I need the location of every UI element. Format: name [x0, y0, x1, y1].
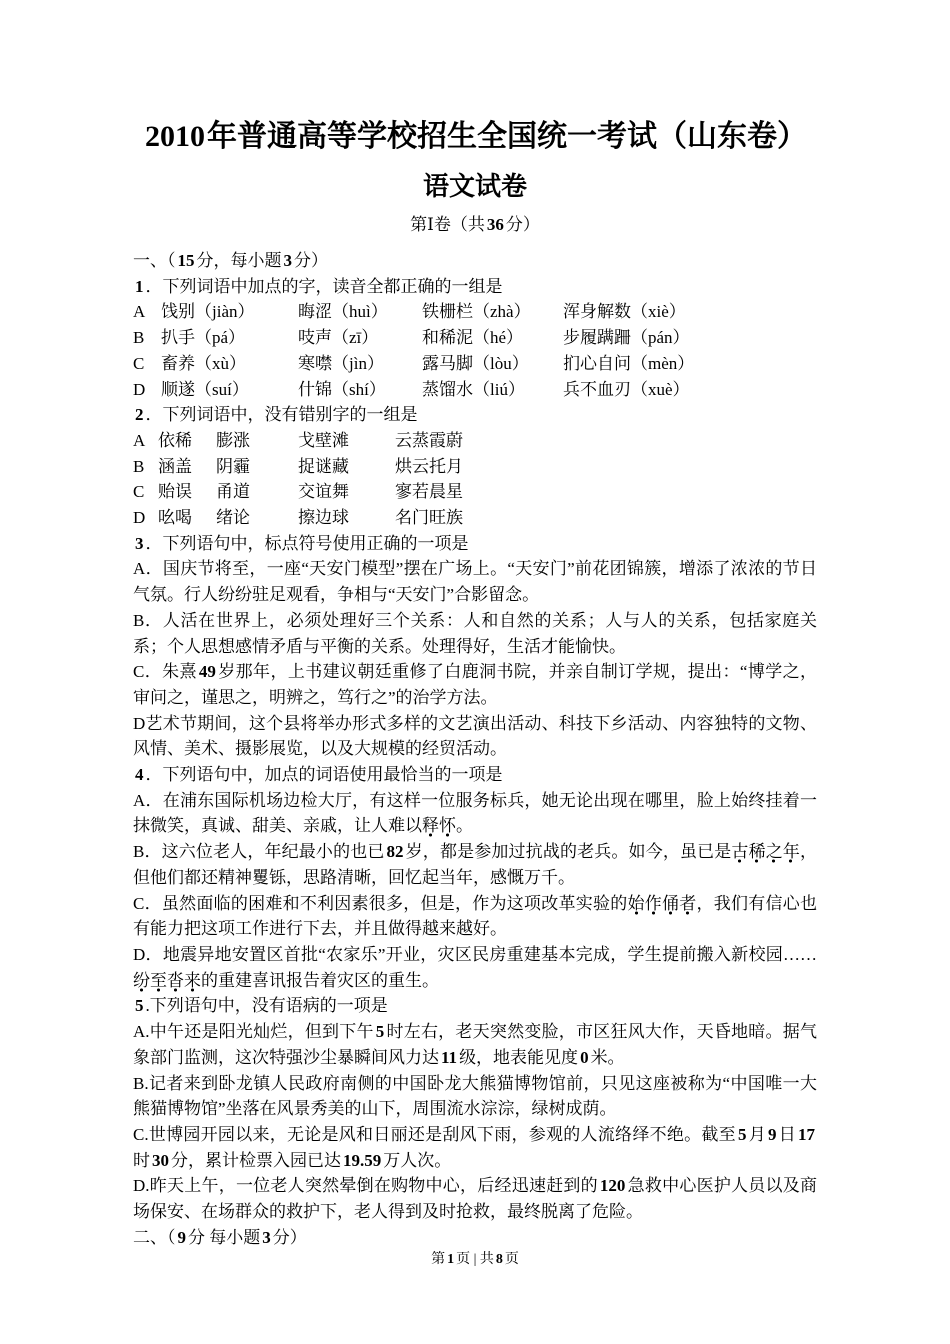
option-item: 顺遂（suí） [161, 379, 249, 399]
paragraph [133, 1071, 817, 1122]
option-letter: C [133, 482, 145, 502]
option-row [133, 505, 817, 531]
paragraph [133, 608, 817, 659]
text-segment: 1 ．下列词语中加点的字，读音全都正确的一组是 [135, 276, 503, 296]
text-segment: 二、（ 9 分 每小题 3 分） [133, 1227, 307, 1247]
text-segment: B．这六位老人，年纪最小的也已 82 岁，都是参加过抗战的老兵。如今，虽已是 [133, 842, 732, 862]
text-segment: C．朱熹 49 岁那年，上书建议朝廷重修了白鹿洞书院，并亲自制订学规，提出：“博学之，审问之，谨思之，明辨之，笃行之”的治学方法。 [133, 662, 817, 707]
option-item: 戈壁滩 [298, 430, 349, 450]
option-letter: B [133, 328, 145, 348]
emphasized-phrase: 释怀 [422, 816, 456, 836]
text-segment: A．在浦东国际机场边检大厅，有这样一位服务标兵，她无论出现在哪里，脸上始终挂着一抹微笑，真诚、甜美、亲戚，让人难以 [133, 790, 817, 836]
emphasized-phrase: 始作俑者 [627, 893, 697, 913]
option-item: 吆喝 [158, 508, 192, 528]
option-item: 名门旺族 [395, 508, 463, 528]
text-segment: A.中午还是阳光灿烂，但到下午 5 时左右，老天突然变脸，市区狂风大作，天昏地暗。据气象部门监测，这次特强沙尘暴瞬间风力达 11 级，地表能见度 0 米。 [133, 1022, 817, 1067]
text-segment: 5 .下列语句中，没有语病的一项是 [135, 996, 388, 1016]
option-item: 烘云托月 [395, 456, 463, 476]
paragraph [133, 788, 817, 839]
option-row [133, 325, 817, 351]
paragraph [133, 762, 817, 788]
text-segment: D．地震异地安置区首批“农家乐”开业，灾区民房重建基本完成，学生提前搬入新校园…… [133, 944, 817, 964]
option-letter: C [133, 353, 145, 373]
paragraph [133, 891, 817, 942]
option-item: 扪心自问（mèn） [563, 353, 695, 373]
emphasized-phrase: 古稀之年 [731, 842, 801, 862]
option-item: 兵不血刃（xuè） [563, 379, 690, 399]
option-item: 交谊舞 [298, 482, 349, 502]
text-segment: B.记者来到卧龙镇人民政府南侧的中国卧龙大熊猫博物馆前，只见这座被称为“中国唯一大熊猫博物馆”坐落在风景秀美的山下，周围流水淙淙，绿树成荫。 [133, 1073, 817, 1119]
text-segment: ，我们有信心也有能力把这项工作进行下去，并且做得越来越好。 [133, 893, 818, 939]
text-segment: C.世博园开园以来，无论是风和日丽还是刮风下雨，参观的人流络绎不绝。截至 5 月 9 日 17时 30 分，累计检票入园已达 19.59 万人次。 [133, 1124, 816, 1170]
option-item: 寥若晨星 [395, 482, 463, 502]
page-footer: 第 1 页 | 共 8 页 [431, 1252, 519, 1267]
option-letter: D [133, 379, 146, 399]
text-segment: C．虽然面临的困难和不利因素很多，但是，作为这项改革实验的 [133, 893, 628, 913]
option-item: 阴霾 [216, 456, 250, 476]
option-item: 什锦（shí） [298, 379, 386, 399]
text-segment: 一、（ 15 分，每小题 3 分） [133, 251, 328, 270]
option-item: 露马脚（lòu） [422, 353, 529, 373]
option-item: 寒噤（jìn） [298, 353, 384, 373]
paragraph [133, 556, 817, 607]
option-item: 畜养（xù） [161, 353, 246, 373]
paragraph [133, 402, 817, 428]
option-item: 蒸馏水（liú） [422, 379, 525, 399]
option-item: 捉谜藏 [298, 456, 349, 476]
paragraph [133, 711, 817, 762]
text-segment: A．国庆节将至，一座“天安门模型”摆在广场上。“天安门”前花团锦簇，增添了浓浓的节日气氛。行人纷纷驻足观看，争相与“天安门”合影留念。 [133, 559, 817, 605]
option-letter: D [133, 508, 146, 528]
paragraph [133, 993, 817, 1019]
option-row [133, 299, 817, 325]
option-item: 步履蹒跚（pán） [563, 328, 690, 348]
option-row [133, 377, 817, 403]
option-item: 云蒸霞蔚 [395, 430, 463, 450]
option-row [133, 351, 817, 377]
option-row [133, 479, 817, 505]
option-item: 擦边球 [298, 508, 349, 528]
paragraph [133, 942, 817, 993]
option-item: 晦涩（huì） [298, 302, 388, 322]
option-item: 贻误 [158, 482, 192, 502]
option-item: 绪论 [216, 508, 250, 528]
page-title: 2010年普通高等学校招生全国统一考试（山东卷） [145, 120, 807, 153]
paragraph [133, 1019, 817, 1070]
section-header: 第Ⅰ卷（共 36 分） [410, 215, 540, 234]
paragraph [133, 1122, 817, 1173]
option-item: 膨涨 [216, 430, 250, 450]
option-item: 饯别（jiàn） [161, 302, 255, 322]
option-row [133, 428, 817, 454]
text-segment: D.昨天上午，一位老人突然晕倒在购物中心，后经迅速赶到的 120 急救中心医护人员以及商场保安、在场群众的救护下，老人得到及时抢救，最终脱离了危险。 [133, 1176, 818, 1222]
paragraph [133, 839, 817, 890]
text-segment: 2 ．下列词语中，没有错别字的一组是 [135, 405, 418, 425]
option-item: 铁栅栏（zhà） [422, 302, 531, 322]
text-segment: D艺术节期间，这个县将举办形式多样的文艺演出活动、科技下乡活动、内容独特的文物、风情、美术、摄影展览，以及大规模的经贸活动。 [133, 713, 817, 759]
option-item: 扒手（pá） [161, 328, 246, 348]
option-item: 甬道 [216, 482, 250, 502]
option-item: 和稀泥（hé） [422, 328, 524, 348]
page-subtitle: 语文试卷 [422, 172, 527, 201]
option-item: 涵盖 [158, 456, 192, 476]
paragraph [133, 531, 817, 557]
paragraph [133, 248, 817, 274]
option-letter: A [133, 302, 146, 322]
option-letter: B [133, 456, 145, 476]
emphasized-phrase: 纷至沓来 [133, 970, 201, 990]
option-item: 浑身解数（xiè） [563, 302, 686, 322]
text-segment: 4 ．下列语句中，加点的词语使用最恰当的一项是 [135, 765, 503, 785]
option-item: 吱声（zī） [298, 328, 379, 348]
option-item: 依稀 [158, 430, 192, 450]
paragraph [133, 1173, 817, 1224]
paragraph [133, 274, 817, 300]
text-segment: B．人活在世界上，必须处理好三个关系：人和自然的关系；人与人的关系，包括家庭关系；个人思想感情矛盾与平衡的关系。处理得好，生活才能愉快。 [133, 610, 817, 656]
text-segment: 。 [456, 816, 473, 836]
title-block [0, 116, 950, 238]
document-content [133, 248, 817, 1250]
text-segment: 的重建喜讯报告着灾区的重生。 [201, 970, 439, 990]
option-row [133, 454, 817, 480]
paragraph [133, 1225, 817, 1251]
text-segment: 3 ．下列语句中，标点符号使用正确的一项是 [135, 533, 469, 553]
option-letter: A [133, 430, 146, 450]
paragraph [133, 659, 817, 710]
text-segment: ，但他们都还精神矍铄，思路清晰，回忆起当年，感慨万千。 [133, 842, 818, 887]
